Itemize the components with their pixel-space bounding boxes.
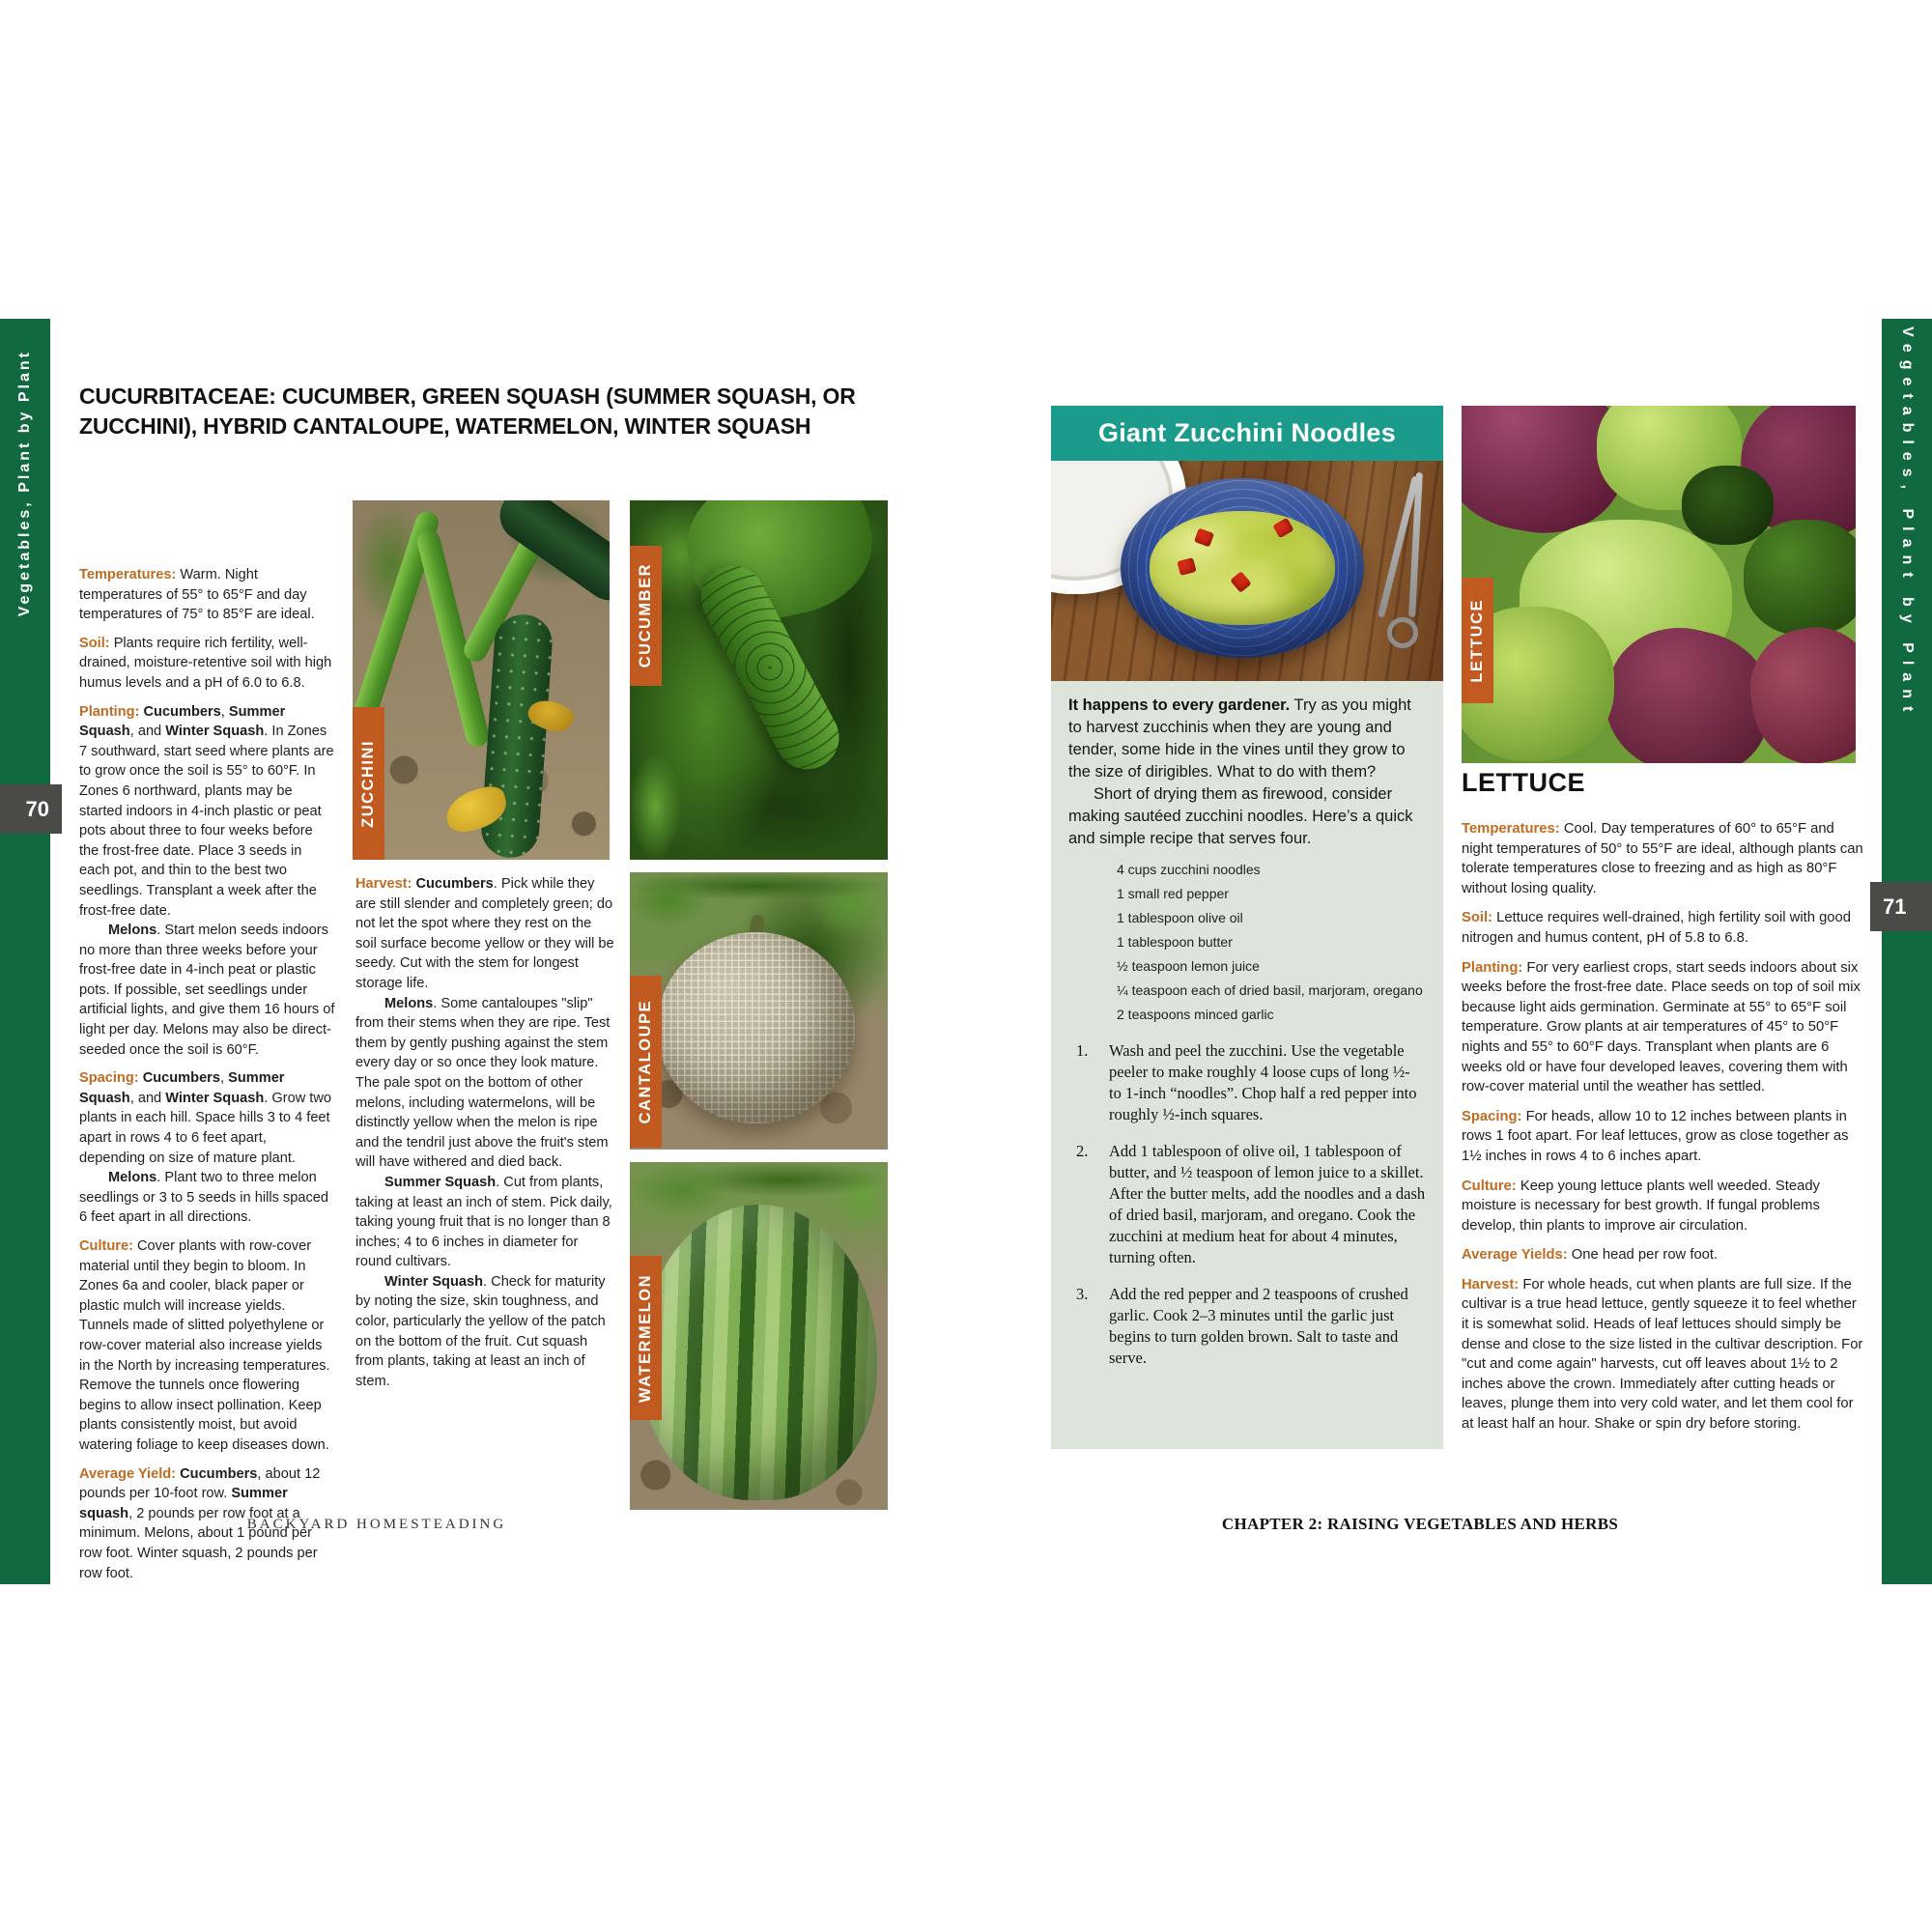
lettuce-leaf-art [1744, 520, 1856, 636]
left-page-footer: BACKYARD HOMESTEADING [246, 1517, 507, 1532]
para-soil: Soil: Plants require rich fertility, well-drained, moisture-retentive soil with high humus levels and a pH of 6.0 to 6.8. [79, 635, 332, 691]
para-planting-melons: Melons. Start melon seeds indoors no more than three weeks before your frost-free date in 4-inch peat or plastic pots. If possible, set seedlings under artificial lights, and give them 16 hours of light per day. Melons may also be direct-seeded once the soil is 60°F. [79, 923, 335, 1058]
para-spacing: Spacing: Cucumbers, Summer Squash, and Winter Squash. Grow two plants in each hill. Space hills 3 to 4 feet apart in rows 4 to 6 feet apart, depending on size of mature plant. [79, 1070, 332, 1166]
left-page-number [0, 784, 62, 834]
left-page-number-text: 70 [25, 796, 49, 821]
lettuce-text-column [1462, 819, 1867, 1444]
right-page-number [1870, 882, 1932, 931]
lettuce-heading: LETTUCE [1462, 768, 1585, 797]
noodles-art [1150, 511, 1335, 625]
left-text-column [79, 565, 336, 1592]
ingredient-item: 2 teaspoons minced garlic [1117, 1007, 1274, 1022]
ingredient-list [1068, 858, 1426, 1027]
ingredient-item: 1 small red pepper [1117, 886, 1229, 901]
zucchini-photo [353, 500, 610, 860]
recipe-steps [1068, 1040, 1426, 1369]
para-culture: Culture: Cover plants with row-cover material until they begin to bloom. In Zones 6a and cooler, black paper or plastic mulch will increase yields. Tunnels made of slitted polyethylene or row-cover material also increase yields in the North by increasing temperatures. Remove the tunnels once flowering begins to allow insect pollination. Keep plants consistently moist, but avoid watering foliage to keep diseases down. [79, 1238, 330, 1453]
recipe-step: 2. Add 1 tablespoon of olive oil, 1 tablespoon of butter, and ½ teaspoon of lemon juice to a skillet. After the butter melts, add the noodles and a dash of dried basil, marjoram, and oregano. Cook the zucchini at medium heat for about 4 minutes, turning often. [1076, 1142, 1426, 1266]
ingredient-item: ¼ teaspoon each of dried basil, marjoram, oregano [1117, 982, 1423, 998]
lettuce-photo [1462, 406, 1856, 763]
lettuce-para-average-yields: Average Yields: One head per row foot. [1462, 1247, 1719, 1264]
recipe-intro: It happens to every gardener. Try as you might to harvest zucchinis when they are young and tender, some hide in the vines until they grow to the size of dirigibles. What to do with them? [1068, 696, 1411, 781]
lettuce-para-planting: Planting: For very earliest crops, start seeds indoors about six weeks before the frost-free date. Place seeds on top of soil mix because light aids germination. Germinate at 55° to 65°F soil temperature. Grow plants at air temperatures of 45° to 50°F nights and 55° to 60°F days. Transplant when plants are 6 weeks old or have four developed leaves, covering them with row-cover material until the weather has settled. [1462, 959, 1861, 1095]
zucchini-noodles-photo [1051, 461, 1443, 681]
para-harvest-summer-squash: Summer Squash. Cut from plants, taking at least an inch of stem. Pick daily, taking young fruit that is no longer than 8 inches; 4 to 6 inches in diameter for round cultivars. [355, 1174, 612, 1270]
lettuce-leaf-art [1682, 466, 1774, 545]
recipe-body [1051, 681, 1443, 1406]
para-average-yield: Average Yield: Cucumbers, about 12 pounds per 10-foot row. Summer squash, 2 pounds per row foot at a minimum. Melons, about 1 pound per row foot. Winter squash, 2 pounds per row foot. [79, 1465, 321, 1581]
para-temperatures: Temperatures: Warm. Night temperatures of 55° to 65°F and day temperatures of 75° to 85°F are ideal. [79, 567, 315, 623]
recipe-intro-2: Short of drying them as firewood, consider making sautéed zucchini noodles. Here’s a quick and simple recipe that serves four. [1068, 785, 1413, 847]
recipe-step: 3. Add the red pepper and 2 teaspoons of crushed garlic. Cook 2–3 minutes until the garlic just begins to turn golden brown. Salt to taste and serve. [1076, 1285, 1408, 1367]
watermelon-photo [630, 1162, 888, 1510]
scissors-handle-art [1387, 617, 1418, 648]
lettuce-para-spacing: Spacing: For heads, allow 10 to 12 inches between plants in rows 1 foot apart. For leaf lettuces, grow as close together as 1½ inches in rows 4 to 6 inches apart. [1462, 1108, 1849, 1164]
cantaloupe-fruit-art [657, 932, 855, 1123]
cantaloupe-photo [630, 872, 888, 1150]
cantaloupe-photo-label: CANTALOUPE [630, 976, 662, 1148]
right-page-number-text: 71 [1883, 894, 1907, 919]
para-harvest: Harvest: Cucumbers. Pick while they are still slender and completely green; do not let the spot where they rest on the soil surface become yellow or they will be seedy. Cut with the stem for longest storage life. [355, 876, 614, 991]
para-planting: Planting: Cucumbers, Summer Squash, and Winter Squash. In Zones 7 southward, start seed where plants are to grow once the soil is 55° to 60°F. In Zones 6 northward, plants may be started indoors in 4-inch plastic or peat pots about three to four weeks before the frost-free date. Place 3 seeds in each pot, and thin to the best two seedlings. Transplant a week after the frost-free date. [79, 703, 334, 919]
lettuce-para-culture: Culture: Keep young lettuce plants well weeded. Steady moisture is necessary for best growth. If fungal problems develop, thin plants to improve air circulation. [1462, 1178, 1820, 1234]
lettuce-para-harvest: Harvest: For whole heads, cut when plants are full size. If the cultivar is a true head lettuce, gently squeeze it to feel whether it is somewhat solid. Heads of leaf lettuces should simply be dense and close to the size listed in the cultivar description. For "cut and come again" harvests, cut off leaves about 1½ to 2 inches above the crown. Immediately after cutting heads or leaves, plunge them into very cold water, and let them cool for at least half an hour. Shake or spin dry before storing. [1462, 1276, 1863, 1433]
cucumber-photo [630, 500, 888, 860]
ingredient-item: 1 tablespoon butter [1117, 934, 1233, 950]
recipe-box [1051, 406, 1443, 1449]
watermelon-photo-label: WATERMELON [630, 1256, 662, 1420]
para-spacing-melons: Melons. Plant two to three melon seedlings or 3 to 5 seeds in hills spaced 6 feet apart in all directions. [79, 1170, 328, 1226]
right-page-footer: CHAPTER 2: RAISING VEGETABLES AND HERBS [1221, 1515, 1619, 1533]
ingredient-item: ½ teaspoon lemon juice [1117, 958, 1260, 974]
recipe-step: 1. Wash and peel the zucchini. Use the vegetable peeler to make roughly 4 loose cups of long ½- to 1-inch “noodles”. Chop half a red pepper into roughly ½-inch squares. [1076, 1041, 1417, 1123]
zucchini-photo-label: ZUCCHINI [353, 707, 384, 860]
ingredient-item: 4 cups zucchini noodles [1117, 862, 1261, 877]
left-edge-bar [0, 319, 50, 1584]
right-edge-bar [1882, 319, 1932, 1584]
lettuce-photo-label: LETTUCE [1462, 578, 1493, 703]
harvest-text-column [355, 874, 616, 1400]
cucumber-photo-label: CUCUMBER [630, 546, 662, 686]
para-harvest-melons: Melons. Some cantaloupes "slip" from their stems when they are ripe. Test them by gently pushing against the stem every day or so once they look mature. The pale spot on the bottom of other melons, including watermelons, will be distinctly yellow when the melon is ripe and the tendril just above the fruit's stem will have withered and died back. [355, 995, 611, 1171]
left-edge-bar-label: Vegetables, Plant by Plant [16, 350, 33, 617]
lettuce-para-soil: Soil: Lettuce requires well-drained, high fertility soil with good nitrogen and humus content, pH of 5.8 to 6.8. [1462, 910, 1851, 946]
ingredient-item: 1 tablespoon olive oil [1117, 910, 1243, 925]
recipe-title: Giant Zucchini Noodles [1051, 406, 1443, 461]
para-harvest-winter-squash: Winter Squash. Check for maturity by noting the size, skin toughness, and color, particularly the yellow of the patch on the bottom of the fruit. Cut squash from plants, taking at least an inch of stem. [355, 1273, 606, 1389]
cucurbitaceae-heading: CUCURBITACEAE: CUCUMBER, GREEN SQUASH (SUMMER SQUASH, OR ZUCCHINI), HYBRID CANTALOUPE, WATERMELON, WINTER SQUASH [79, 384, 856, 439]
right-edge-bar-label: Vegetables, Plant by Plant [1899, 327, 1916, 720]
lettuce-para-temperatures: Temperatures: Cool. Day temperatures of 60° to 65°F and night temperatures of 50° to 55°F are ideal, although plants can tolerate temperatures close to freezing and as high as 80°F without losing quality. [1462, 821, 1863, 896]
watermelon-fruit-art [641, 1205, 877, 1500]
